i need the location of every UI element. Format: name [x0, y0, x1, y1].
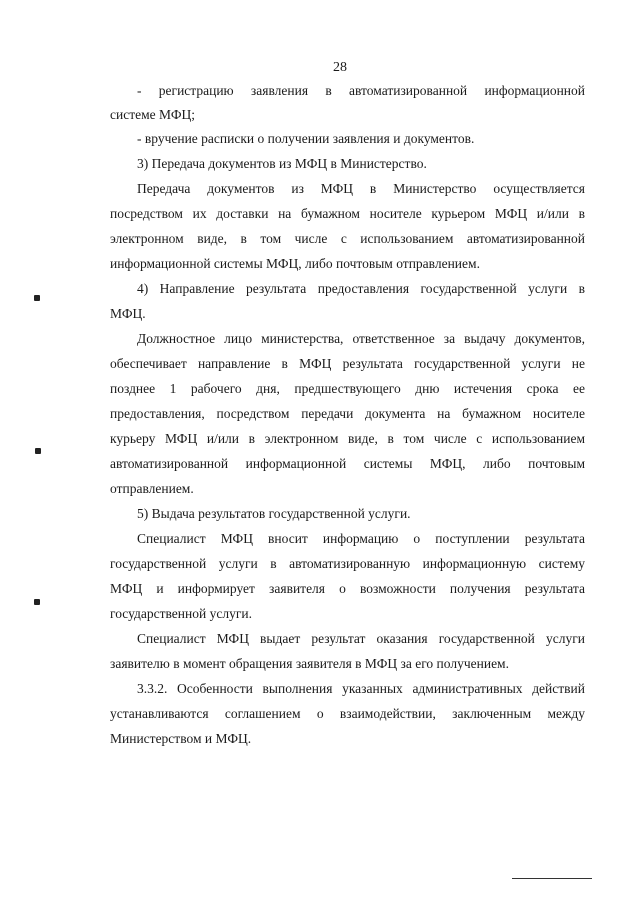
paragraph-issuance-heading [110, 505, 585, 523]
text-line: курьеру МФЦ и/или в электронном виде, в том числе с использованием [110, 431, 585, 446]
text-line: государственной услуги. [110, 606, 252, 621]
text-line-wrap [110, 605, 585, 623]
text-line: МФЦ и информирует заявителя о возможности получения результата [110, 581, 585, 596]
text-line-wrap [110, 255, 585, 273]
text-line-wrap [110, 730, 585, 748]
text-line-wrap [110, 205, 585, 223]
text-line: 4) Направление результата предоставления государственной услуги в [137, 281, 585, 296]
text-line: обеспечивает направление в МФЦ результата государственной услуги не [110, 356, 585, 371]
text-line: электронном виде, в том числе с использованием автоматизированной [110, 231, 585, 246]
text-line: Специалист МФЦ выдает результат оказания государственной услуги [137, 631, 585, 646]
text-line: 3.3.2. Особенности выполнения указанных административных действий [137, 681, 585, 696]
paragraph-specialist-info [110, 530, 585, 548]
text-line: устанавливаются соглашением о взаимодействии, заключенным между [110, 706, 585, 721]
text-line: государственной услуги в автоматизированную информационную систему [110, 556, 585, 571]
text-line-wrap [110, 305, 585, 323]
margin-mark [34, 599, 40, 605]
text-line: - регистрацию заявления в автоматизированной информационной [137, 83, 585, 98]
text-line-wrap [110, 355, 585, 373]
paragraph-registration [110, 82, 585, 100]
text-line-wrap [110, 405, 585, 423]
text-line: системе МФЦ; [110, 107, 196, 122]
text-line: - вручение расписки о получении заявления и документов. [137, 131, 475, 146]
text-line: Передача документов из МФЦ в Министерство осуществляется [137, 181, 585, 196]
paragraph-transfer-body [110, 180, 585, 198]
paragraph-section-3-3-2 [110, 680, 585, 698]
text-line-wrap [110, 106, 585, 124]
text-line: предоставления, посредством передачи документа на бумажном носителе [110, 406, 585, 421]
text-line: Министерством и МФЦ. [110, 731, 252, 746]
paragraph-result-direction-heading [110, 280, 585, 298]
text-line: Специалист МФЦ вносит информацию о поступлении результата [137, 531, 585, 546]
margin-mark [35, 448, 41, 454]
text-line-wrap [110, 455, 585, 473]
text-line-wrap [110, 430, 585, 448]
text-line: 3) Передача документов из МФЦ в Министерство. [137, 156, 427, 171]
paragraph-specialist-issues [110, 630, 585, 648]
text-line: 5) Выдача результатов государственной услуги. [137, 506, 411, 521]
text-line: отправлением. [110, 481, 194, 496]
text-line: МФЦ. [110, 306, 146, 321]
text-line: автоматизированной информационной системы МФЦ, либо почтовым [110, 456, 585, 471]
paragraph-official-duty [110, 330, 585, 348]
text-line-wrap [110, 380, 585, 398]
text-line-wrap [110, 705, 585, 723]
text-line-wrap [110, 655, 585, 673]
text-line-wrap [110, 555, 585, 573]
margin-mark [34, 295, 40, 301]
text-line: позднее 1 рабочего дня, предшествующего дню истечения срока ее [110, 381, 585, 396]
page-number: 28 [333, 60, 347, 75]
footer-rule [512, 878, 592, 879]
text-line-wrap [110, 230, 585, 248]
text-line-wrap [110, 480, 585, 498]
text-line: посредством их доставки на бумажном носителе курьером МФЦ и/или в [110, 206, 585, 221]
paragraph-transfer-heading [110, 155, 585, 173]
text-line: заявителю в момент обращения заявителя в МФЦ за его получением. [110, 656, 509, 671]
text-line: Должностное лицо министерства, ответственное за выдачу документов, [137, 331, 585, 346]
paragraph-receipt [110, 130, 585, 148]
text-line-wrap [110, 580, 585, 598]
text-line: информационной системы МФЦ, либо почтовым отправлением. [110, 256, 480, 271]
